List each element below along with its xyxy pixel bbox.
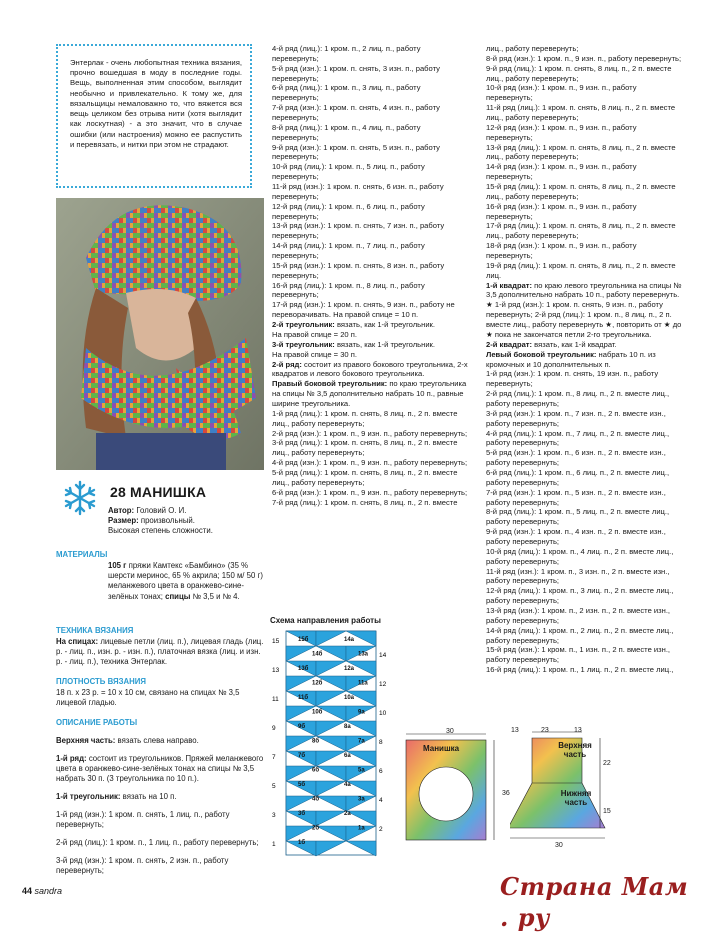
instruction-line bbox=[486, 586, 682, 606]
instruction-line bbox=[272, 241, 469, 261]
instruction-line bbox=[486, 567, 682, 587]
instruction-text: 15-й ряд (изн.): 1 кром. п., 1 изн. п., 2 п. вместе изн., работу перевернуть; bbox=[486, 645, 671, 665]
instruction-text: 12-й ряд (изн.): 1 кром. п., 9 изн. п., работу перевернуть; bbox=[486, 122, 637, 142]
author-label: Автор: bbox=[108, 506, 135, 515]
diagram-row-number: 7 bbox=[272, 754, 276, 761]
instruction-text: 12-й ряд (лиц.): 1 кром. п., 3 лиц. п., 2 п. вместе лиц., работу перевернуть; bbox=[486, 586, 674, 606]
instruction-line bbox=[272, 409, 469, 429]
instruction-line bbox=[486, 162, 682, 182]
instruction-text: 3-й ряд (лиц.): 1 кром. п. снять, 8 лиц. п., 2 п. вместе лиц., работу перевернуть; bbox=[272, 438, 458, 458]
diagram-cell-label: 2а bbox=[344, 811, 351, 817]
instruction-line bbox=[272, 330, 469, 340]
diagram-cell-label: 4а bbox=[344, 782, 351, 788]
dim-4: 22 bbox=[603, 760, 611, 767]
instruction-line bbox=[272, 143, 469, 163]
instruction-text: 9-й ряд (изн.): 1 кром. п. снять, 5 изн. п., работу перевернуть; bbox=[272, 142, 440, 162]
instruction-line bbox=[486, 429, 682, 449]
instruction-label: 2-й треугольник: bbox=[272, 320, 335, 330]
instruction-line bbox=[272, 103, 469, 123]
column-2 bbox=[272, 44, 469, 507]
materials-qty: 105 г bbox=[108, 561, 127, 571]
instruction-line bbox=[486, 44, 682, 54]
diagram-cell-label: 5б bbox=[298, 782, 306, 788]
dim-5: 15 bbox=[603, 808, 611, 815]
instruction-line bbox=[486, 369, 682, 389]
diagram-row-number: 6 bbox=[379, 768, 383, 775]
instruction-text: 11-й ряд (изн.): 1 кром. п., 3 изн. п., 2 п. вместе изн., работу перевернуть; bbox=[486, 566, 670, 586]
instruction-text: 14-й ряд (лиц.): 1 кром. п., 7 лиц. п., работу перевернуть; bbox=[272, 241, 425, 261]
instruction-text: 3-й ряд (изн.): 1 кром. п. снять, 2 изн. п., работу перевернуть; bbox=[56, 855, 229, 876]
instruction-text: 9-й ряд (изн.): 1 кром. п., 4 изн. п., 2 п. вместе изн., работу перевернуть; bbox=[486, 527, 666, 546]
diagram-cell-label: 11б bbox=[298, 695, 309, 701]
technique-section bbox=[56, 626, 264, 668]
instruction-text: 6-й ряд (изн.): 1 кром. п., 9 изн. п., работу перевернуть; bbox=[272, 487, 468, 497]
diagram-row-number: 13 bbox=[272, 667, 280, 674]
diagram-cell-label: 4б bbox=[312, 796, 320, 803]
diagram-row-number: 8 bbox=[379, 739, 383, 746]
diagram-cell-label: 13б bbox=[298, 666, 309, 672]
instruction-text: 18-й ряд (изн.): 1 кром. п., 9 изн. п., работу перевернуть; bbox=[486, 241, 637, 261]
materials-section bbox=[56, 550, 264, 602]
instruction-line bbox=[486, 626, 682, 646]
instruction-line bbox=[486, 527, 682, 547]
diagram-cell-label: 1а bbox=[358, 825, 365, 832]
instruction-text: 4-й ряд (изн.): 1 кром. п., 9 изн. п., работу перевернуть; bbox=[272, 458, 468, 468]
instruction-text: 8-й ряд (лиц.): 1 кром. п., 5 лиц. п., 2 п. вместе лиц., работу перевернуть; bbox=[486, 507, 670, 527]
needles-text: № 3,5 и № 4. bbox=[192, 591, 240, 601]
instruction-text: На правой спице = 20 п. bbox=[272, 329, 357, 339]
instruction-line bbox=[272, 83, 469, 103]
intro-box bbox=[56, 44, 252, 188]
instruction-text: набрать 10 п. из кромочных и 10 дополнительных п. bbox=[486, 349, 656, 369]
instruction-line bbox=[486, 507, 682, 527]
materials-text: пряжи Камтекс «Бамбино» (35 % шерсти мериноc, 65 % акрила; 150 м/ 50 г) меланжевого цвета в оранжево-сине-зелёных тонах; bbox=[108, 561, 263, 601]
instruction-line bbox=[486, 409, 682, 429]
diagram-row-number: 14 bbox=[379, 652, 387, 659]
instruction-text: 2-й ряд (лиц.): 1 кром. п., 1 лиц. п., работу перевернуть; bbox=[56, 837, 259, 847]
instruction-text: 14-й ряд (лиц.): 1 кром. п., 2 лиц. п., 2 п. вместе лиц., работу перевернуть; bbox=[486, 625, 674, 645]
instruction-label: 1-й ряд: bbox=[56, 753, 87, 763]
instruction-label: Правый боковой треугольник: bbox=[272, 379, 388, 389]
diagram-row-number: 3 bbox=[272, 812, 276, 819]
instruction-line bbox=[272, 162, 469, 182]
instruction-text: 11-й ряд (лиц.): 1 кром. п. снять, 8 лиц. п., 2 п. вместе лиц., работу перевернуть; bbox=[486, 103, 676, 123]
size-value: произвольный. bbox=[140, 516, 195, 526]
instruction-text: 5-й ряд (изн.): 1 кром. п. снять, 3 изн. п., работу перевернуть; bbox=[272, 63, 440, 83]
dim-1: 13 bbox=[511, 727, 519, 734]
instruction-line bbox=[272, 379, 469, 409]
dim-3: 13 bbox=[574, 727, 582, 734]
instruction-line bbox=[486, 389, 682, 409]
instruction-line bbox=[272, 468, 469, 488]
instruction-text: состоит из правого бокового треугольника, 2-х квадратов и левого бокового треугольника. bbox=[272, 359, 468, 379]
page-footer bbox=[22, 886, 62, 898]
instruction-line bbox=[486, 488, 682, 508]
project-meta bbox=[108, 506, 268, 536]
author-value: Головий О. И. bbox=[136, 506, 187, 515]
density-text: 18 п. х 23 р. = 10 х 10 см, связано на спицах № 3,5 лицевой гладью. bbox=[56, 688, 240, 708]
instruction-line bbox=[272, 261, 469, 281]
instruction-line bbox=[272, 498, 469, 508]
diagram-cell-label: 7а bbox=[358, 738, 365, 745]
instruction-text: вязать, как 1-й треугольник. bbox=[334, 339, 435, 349]
diagram-cell-label: 8б bbox=[312, 738, 320, 745]
instruction-line bbox=[486, 645, 682, 665]
diagram-cell-label: 5а bbox=[358, 767, 365, 774]
diagram-cell-label: 2б bbox=[312, 825, 320, 832]
instruction-line bbox=[486, 340, 682, 350]
watermark: Страна Мам . ру bbox=[500, 872, 689, 932]
density-section bbox=[56, 677, 264, 708]
snowflake-icon bbox=[62, 480, 98, 516]
instruction-line bbox=[486, 547, 682, 567]
diagram-row-number: 10 bbox=[379, 710, 387, 717]
instruction-line bbox=[56, 754, 264, 784]
diagram-cell-label: 9б bbox=[298, 724, 306, 730]
materials-heading: МАТЕРИАЛЫ bbox=[56, 550, 108, 559]
instruction-text: 2-й ряд (лиц.): 1 кром. п., 8 лиц. п., 2 п. вместе лиц., работу перевернуть; bbox=[486, 389, 670, 408]
model-photo bbox=[56, 198, 264, 470]
instruction-line bbox=[272, 281, 469, 301]
instruction-label: 2-й квадрат: bbox=[486, 339, 533, 349]
instruction-text: 2-й ряд (изн.): 1 кром. п., 9 изн. п., работу перевернуть; bbox=[272, 428, 468, 438]
instruction-text: 13-й ряд (изн.): 1 кром. п. снять, 7 изн. п., работу перевернуть; bbox=[272, 221, 445, 241]
intro-text: Энтерлак - очень любопытная техника вязания, прочно вошедшая в моду в последние годы. Вещь, выполненная этим способом, выглядит необычно и привлекательно. К тому же, для вязальщицы немаловажно то, что вяжется вся вещь целиком без отрыва нити (хотя выглядит как лоскутная) - а это значит, что в случае ошибки (или настроения) можно ее распустить и перевязать, и нитки при этом не страдают. bbox=[70, 58, 242, 149]
technique-label: На спицах: bbox=[56, 637, 99, 647]
instruction-line bbox=[486, 241, 682, 261]
instruction-line bbox=[56, 792, 264, 802]
page-number: 44 bbox=[22, 886, 33, 896]
upper-part-label: Верхняя часть bbox=[558, 741, 592, 759]
diagram-cell-label: 6а bbox=[344, 753, 351, 759]
instruction-line bbox=[486, 54, 682, 64]
instruction-text: вязать, как 1-й треугольник. bbox=[334, 320, 435, 330]
needles-label: спицы bbox=[165, 591, 191, 601]
density-heading: ПЛОТНОСТЬ ВЯЗАНИЯ bbox=[56, 677, 146, 686]
diagram-row-number: 11 bbox=[272, 696, 279, 703]
instruction-text: 8-й ряд (изн.): 1 кром. п., 9 изн. п., работу перевернуть; bbox=[486, 53, 682, 63]
instruction-line bbox=[56, 838, 264, 848]
diagram-cell-label: 3б bbox=[298, 811, 306, 817]
diagram-row-number: 5 bbox=[272, 783, 276, 790]
diagram-cell-label: 12б bbox=[312, 680, 323, 687]
instruction-text: 17-й ряд (изн.): 1 кром. п. снять, 9 изн. п., работу не переворачивать. На правой спице = 10 п. bbox=[272, 300, 455, 320]
diagram-cell-label: 6б bbox=[312, 767, 320, 774]
instruction-line bbox=[486, 64, 682, 84]
instruction-label: 1-й треугольник: bbox=[56, 792, 121, 802]
instruction-line bbox=[272, 429, 469, 439]
instruction-text: 15-й ряд (лиц.): 1 кром. п. снять, 8 лиц. п., 2 п. вместе лиц., работу перевернуть; bbox=[486, 182, 676, 201]
instruction-text: 14-й ряд (изн.): 1 кром. п., 9 изн. п., работу перевернуть; bbox=[486, 162, 637, 182]
instruction-line bbox=[272, 438, 469, 458]
diagram-cell-label: 13а bbox=[358, 651, 369, 658]
instruction-line bbox=[272, 488, 469, 498]
instruction-text: 7-й ряд (изн.): 1 кром. п., 5 изн. п., 2 п. вместе изн., работу перевернуть; bbox=[486, 487, 666, 507]
instruction-text: 7-й ряд (лиц.): 1 кром. п. снять, 8 лиц. п., 2 п. вместе bbox=[272, 497, 458, 507]
dickey-height: 36 bbox=[502, 790, 510, 797]
diagram-cell-label: 10а bbox=[344, 695, 355, 701]
instruction-text: 1-й ряд (изн.): 1 кром. п. снять, 19 изн. п., работу перевернуть; bbox=[486, 369, 659, 389]
diagram-row-number: 15 bbox=[272, 638, 280, 645]
instruction-text: вязать на 10 п. bbox=[120, 792, 177, 802]
instruction-text: 12-й ряд (лиц.): 1 кром. п., 6 лиц. п., работу перевернуть; bbox=[272, 201, 425, 221]
instruction-text: 8-й ряд (лиц.): 1 кром. п., 4 лиц. п., работу перевернуть; bbox=[272, 122, 421, 142]
instruction-text: 16-й ряд (лиц.): 1 кром. п., 1 лиц. п., 2 п. вместе лиц., bbox=[486, 665, 674, 675]
instruction-line bbox=[486, 350, 682, 370]
instruction-text: 3-й ряд (изн.): 1 кром. п., 7 изн. п., 2 п. вместе изн., работу перевернуть; bbox=[486, 408, 666, 428]
project-title: 28 МАНИШКА bbox=[110, 484, 207, 500]
instruction-text: по краю треугольника на спицы № 3,5 дополнительно набрать 10 п., равные ширине треугольника. bbox=[272, 379, 467, 408]
instruction-text: 10-й ряд (изн.): 1 кром. п., 9 изн. п., работу перевернуть; bbox=[486, 83, 637, 103]
instruction-text: 4-й ряд (лиц.): 1 кром. п., 7 лиц. п., 2 п. вместе лиц., работу перевернуть; bbox=[486, 428, 670, 448]
description-section bbox=[56, 718, 264, 884]
instruction-text: 6-й ряд (лиц.): 1 кром. п., 3 лиц. п., работу перевернуть; bbox=[272, 83, 421, 103]
instruction-line bbox=[272, 44, 469, 64]
diagram-cell-label: 14а bbox=[344, 637, 355, 643]
instruction-line bbox=[56, 856, 264, 876]
diagram-row-number: 9 bbox=[272, 725, 276, 732]
instruction-line bbox=[272, 64, 469, 84]
instruction-label: 3-й треугольник: bbox=[272, 339, 335, 349]
instruction-label: 2-й ряд: bbox=[272, 359, 302, 369]
diagram-cell-label: 7б bbox=[298, 753, 306, 759]
instruction-line bbox=[486, 103, 682, 123]
instruction-text: 17-й ряд (лиц.): 1 кром. п. снять, 8 лиц. п., 2 п. вместе лиц., работу перевернуть; bbox=[486, 221, 676, 241]
instruction-line bbox=[486, 123, 682, 143]
instruction-line bbox=[486, 606, 682, 626]
diagram-row-number: 2 bbox=[379, 826, 383, 833]
diagram-cell-label: 11а bbox=[358, 680, 368, 687]
instruction-line bbox=[486, 281, 682, 340]
instruction-text: На правой спице = 30 п. bbox=[272, 349, 357, 359]
instruction-line bbox=[486, 261, 682, 281]
diagram-cell-label: 1б bbox=[298, 840, 306, 846]
instruction-line bbox=[486, 221, 682, 241]
instruction-text: 13-й ряд (изн.): 1 кром. п., 2 изн. п., 2 п. вместе изн., работу перевернуть; bbox=[486, 605, 671, 625]
instruction-text: 10-й ряд (лиц.): 1 кром. п., 4 лиц. п., 2 п. вместе лиц., работу перевернуть; bbox=[486, 546, 674, 566]
instruction-label: Верхняя часть: bbox=[56, 735, 116, 745]
instruction-text: 9-й ряд (лиц.): 1 кром. п. снять, 8 лиц. п., 2 п. вместе лиц., работу перевернуть; bbox=[486, 63, 672, 83]
instruction-text: 15-й ряд (изн.): 1 кром. п. снять, 8 изн. п., работу перевернуть; bbox=[272, 260, 445, 280]
magazine-name: sandra bbox=[34, 886, 63, 896]
instruction-line bbox=[486, 202, 682, 222]
diagram-row-number: 1 bbox=[272, 841, 276, 848]
instruction-text: 5-й ряд (лиц.): 1 кром. п. снять, 8 лиц. п., 2 п. вместе лиц., работу перевернуть; bbox=[272, 467, 458, 487]
instruction-label: Левый боковой треугольник: bbox=[486, 349, 597, 359]
dickey-width: 30 bbox=[446, 728, 454, 735]
instruction-text: 1-й ряд (лиц.): 1 кром. п. снять, 8 лиц. п., 2 п. вместе лиц., работу перевернуть; bbox=[272, 408, 458, 428]
dim-6: 30 bbox=[555, 842, 563, 849]
diagram-cell-label: 10б bbox=[312, 709, 323, 716]
diagram-cell-label: 3а bbox=[358, 796, 365, 803]
technique-heading: ТЕХНИКА ВЯЗАНИЯ bbox=[56, 626, 134, 635]
instruction-line bbox=[486, 182, 682, 202]
description-heading: ОПИСАНИЕ РАБОТЫ bbox=[56, 718, 138, 727]
diagram-row-number: 12 bbox=[379, 681, 387, 688]
instruction-text: вязать слева направо. bbox=[115, 735, 199, 745]
instruction-line bbox=[272, 350, 469, 360]
instruction-line bbox=[272, 458, 469, 468]
instruction-line bbox=[486, 83, 682, 103]
instruction-text: 6-й ряд (лиц.): 1 кром. п., 6 лиц. п., 2 п. вместе лиц., работу перевернуть; bbox=[486, 467, 670, 487]
instruction-line bbox=[56, 736, 264, 746]
instruction-text: 19-й ряд (лиц.): 1 кром. п. снять, 8 лиц. п., 2 п. вместе лиц. bbox=[486, 260, 676, 280]
dickey-label: Манишка bbox=[423, 744, 460, 753]
instruction-line bbox=[272, 340, 469, 350]
lower-part-label: Нижняя часть bbox=[560, 789, 592, 807]
diagram-title: Схема направления работы bbox=[270, 616, 381, 625]
instruction-line bbox=[56, 810, 264, 830]
diagram-cell-label: 8а bbox=[344, 724, 351, 730]
instruction-text: по краю левого треугольника на спицы № 3,5 дополнительно набрать 10 п., работу перевернуть. ★ 1-й ряд (изн.): 1 кром. п. снять, 9 изн. п., работу перевернуть; 2-й ряд (лиц.): 1 кром. п., 8 лиц. п., 2 п. вместе лиц., работу перевернуть ★, повторить от ★ до ★ пока не закончатся петли 2-го треугольника. bbox=[486, 280, 682, 339]
instruction-line bbox=[272, 221, 469, 241]
instruction-line bbox=[272, 320, 469, 330]
diagram-cell-label: 12а bbox=[344, 666, 355, 672]
instruction-line bbox=[486, 143, 682, 163]
instruction-text: вязать, как 1-й квадрат. bbox=[532, 339, 617, 349]
work-direction-diagram bbox=[270, 627, 390, 859]
instruction-label: 1-й квадрат: bbox=[486, 280, 533, 290]
instruction-text: 1-й ряд (изн.): 1 кром. п. снять, 1 лиц. п., работу перевернуть; bbox=[56, 809, 230, 830]
dim-2: 23 bbox=[541, 727, 549, 734]
column-3 bbox=[486, 44, 682, 675]
diagram-cell-label: 15б bbox=[298, 637, 309, 643]
instruction-text: 5-й ряд (изн.): 1 кром. п., 6 изн. п., 2 п. вместе изн., работу перевернуть; bbox=[486, 448, 666, 468]
instruction-line bbox=[486, 665, 682, 675]
instruction-text: состоит из треугольников. Пряжей меланжевого цвета в оранжево-сине-зелёных тонах на спицы № 3,5 набрать 30 п. (3 треугольника по 10 п.). bbox=[56, 753, 264, 784]
instruction-line bbox=[272, 202, 469, 222]
diagram-cell-label: 9а bbox=[358, 709, 365, 716]
technique-text: лицевые петли (лиц. п.), лицевая гладь (лиц. р. - лиц. п., изн. р. - изн. п.), платочная вязка (лиц. и изн. р. - лиц. п.), техника Энтерлак. bbox=[56, 637, 264, 667]
difficulty: Высокая степень сложности. bbox=[108, 526, 213, 536]
instruction-text: 16-й ряд (изн.): 1 кром. п., 9 изн. п., работу перевернуть; bbox=[486, 201, 637, 221]
instruction-text: 16-й ряд (лиц.): 1 кром. п., 8 лиц. п., работу перевернуть; bbox=[272, 280, 425, 300]
instruction-line bbox=[486, 448, 682, 468]
instruction-line bbox=[272, 360, 469, 380]
instruction-text: лиц., работу перевернуть; bbox=[486, 44, 579, 53]
instruction-text: 13-й ряд (лиц.): 1 кром. п. снять, 8 лиц. п., 2 п. вместе лиц., работу перевернуть; bbox=[486, 142, 676, 162]
instruction-text: 11-й ряд (изн.): 1 кром. п. снять, 6 изн. п., работу перевернуть; bbox=[272, 182, 444, 201]
instruction-text: 7-й ряд (изн.): 1 кром. п. снять, 4 изн. п., работу перевернуть; bbox=[272, 103, 440, 123]
instruction-line bbox=[272, 300, 469, 320]
diagram-row-number: 4 bbox=[379, 797, 383, 804]
instruction-line bbox=[486, 468, 682, 488]
size-label: Размер: bbox=[108, 516, 139, 526]
instruction-text: 4-й ряд (лиц.): 1 кром. п., 2 лиц. п., работу перевернуть; bbox=[272, 44, 421, 63]
instruction-text: 10-й ряд (лиц.): 1 кром. п., 5 лиц. п., работу перевернуть; bbox=[272, 162, 425, 182]
instruction-line bbox=[272, 182, 469, 202]
diagram-cell-label: 14б bbox=[312, 651, 323, 658]
instruction-line bbox=[272, 123, 469, 143]
